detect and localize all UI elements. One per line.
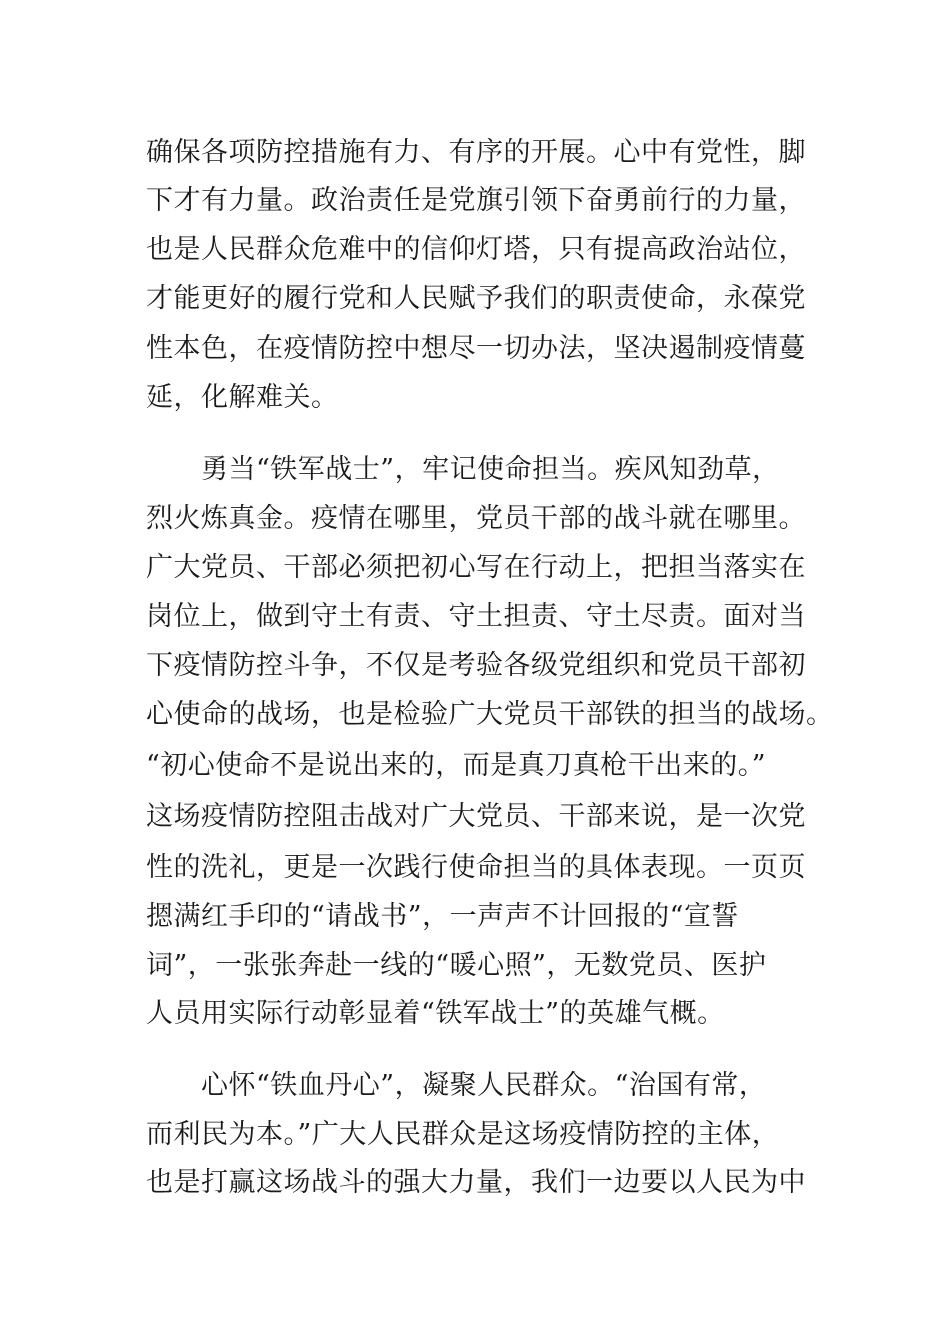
text-line: 性的洗礼，更是一次践行使命担当的具体表现。一页页	[146, 852, 806, 883]
text-line: 人员用实际行动彰显着“铁军战士”的英雄气概。	[146, 998, 725, 1029]
text-line: 这场疫情防控阻击战对广大党员、干部来说，是一次党	[146, 801, 806, 832]
text-line: 心使命的战场，也是检验广大党员干部铁的担当的战场。	[146, 699, 834, 730]
text-line: 确保各项防控措施有力、有序的开展。心中有党性，脚	[146, 137, 806, 168]
text-line: 摁满红手印的“请战书”，一声声不计回报的“宣誓	[146, 901, 739, 932]
text-line: 也是打赢这场战斗的强大力量，我们一边要以人民为中	[146, 1167, 806, 1198]
text-line: 性本色，在疫情防控中想尽一切办法，坚决遏制疫情蔓	[146, 333, 806, 364]
text-line: 岗位上，做到守土有责、守土担责、守土尽责。面对当	[146, 601, 806, 632]
text-line: 也是人民群众危难中的信仰灯塔，只有提高政治站位，	[146, 234, 806, 265]
text-line: 勇当“铁军战士”，牢记使命担当。疾风知劲草，	[146, 454, 780, 485]
text-line: 才能更好的履行党和人民赋予我们的职责使命，永葆党	[146, 283, 806, 314]
text-line: 下才有力量。政治责任是党旗引领下奋勇前行的力量，	[146, 185, 806, 216]
text-line: 而利民为本。”广大人民群众是这场疫情防控的主体，	[146, 1119, 780, 1150]
text-line: 延，化解难关。	[146, 382, 339, 413]
text-line: 词”，一张张奔赴一线的“暖心照”，无数党员、医护	[146, 950, 767, 981]
text-line: 广大党员、干部必须把初心写在行动上，把担当落实在	[146, 552, 806, 583]
text-line: 心怀“铁血丹心”，凝聚人民群众。“治国有常，	[146, 1070, 767, 1101]
text-line: “初心使命不是说出来的，而是真刀真枪干出来的。”	[146, 750, 767, 781]
text-line: 下疫情防控斗争，不仅是考验各级党组织和党员干部初	[146, 650, 806, 681]
text-line: 烈火炼真金。疫情在哪里，党员干部的战斗就在哪里。	[146, 503, 806, 534]
